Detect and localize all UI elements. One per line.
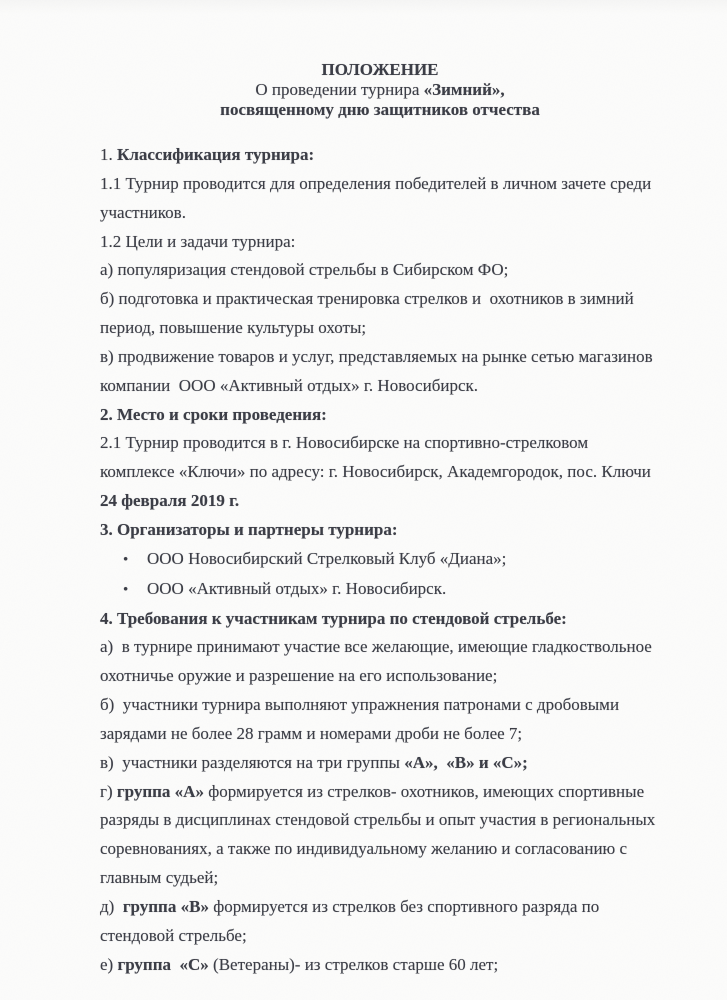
text-segment: б) участники турнира выполняют упражнения патронами с дробовыми: [100, 695, 620, 715]
document-line: [100, 691, 690, 720]
text-segment: в) участники разделяются на три группы: [100, 752, 405, 772]
document-line: [100, 487, 690, 516]
text-segment: б) подготовка и практическая тренировка стрелков и охотников в зимний: [100, 289, 634, 309]
document-line: [100, 458, 690, 487]
text-segment: О проведении турнира: [255, 80, 424, 99]
bold-text-segment: посвященному дню защитников отчества: [220, 100, 540, 119]
document-line: [100, 605, 690, 634]
text-segment: разряды в дисциплинах стендовой стрельбы и опыт участия в региональных: [100, 810, 656, 830]
bullet-icon: •: [123, 581, 129, 598]
text-segment: 1.: [100, 145, 117, 164]
document-line: [100, 372, 690, 401]
text-segment: формируется из стрелков без спортивного разряда по: [208, 896, 600, 916]
text-segment: охотничье оружие и разрешение на его использование;: [100, 666, 498, 686]
document-line: [100, 806, 690, 835]
document-line: [100, 141, 690, 170]
document-line: [100, 778, 690, 807]
document-body: [100, 141, 690, 979]
bold-text-segment: группа «С»: [117, 954, 209, 974]
bold-text-segment: «Зимний»,: [423, 80, 505, 99]
text-segment: компании ООО «Активный отдых» г. Новосибирск.: [100, 375, 478, 395]
bold-text-segment: ПОЛОЖЕНИЕ: [321, 60, 439, 79]
document-line: [100, 749, 690, 778]
bold-text-segment: Классификация турнира:: [117, 145, 315, 164]
text-segment: формируется из стрелков- охотников, имеющих спортивные: [203, 781, 645, 801]
title-line: [100, 80, 660, 100]
bold-text-segment: группа «В»: [122, 896, 209, 916]
document-line: [100, 864, 690, 893]
text-segment: е): [100, 954, 118, 974]
text-segment: 1.2 Цели и задачи турнира:: [100, 231, 296, 251]
text-segment: д): [100, 896, 123, 916]
bold-text-segment: группа «А»: [116, 781, 204, 801]
document-line: [100, 401, 690, 430]
bold-text-segment: 2. Место и сроки проведения:: [100, 404, 327, 424]
document-line: [100, 662, 690, 691]
document-line: [100, 343, 690, 372]
document-line: [100, 951, 690, 980]
document-line: [100, 256, 690, 285]
title-line: [100, 100, 660, 120]
document-title: [100, 60, 660, 120]
document-line: [100, 516, 690, 545]
text-segment: участников.: [100, 202, 186, 222]
text-segment: период, повышение культуры охоты;: [100, 318, 367, 338]
document-line: [100, 429, 690, 458]
bullet-icon: •: [123, 551, 129, 568]
text-segment: (Ветераны)- из стрелков старше 60 лет;: [208, 954, 499, 974]
text-segment: зарядами не более 28 грамм и номерами дроби не более 7;: [100, 723, 523, 743]
text-segment: а) популяризация стендовой стрельбы в Сибирском ФО;: [100, 260, 509, 280]
bold-text-segment: 3. Организаторы и партнеры турнира:: [100, 519, 398, 539]
document-line: [100, 314, 690, 343]
text-segment: главным судьей;: [100, 868, 219, 888]
document-line: [100, 199, 690, 228]
text-segment: 2.1 Турнир проводится в г. Новосибирске на спортивно-стрелковом: [100, 433, 589, 453]
document-line: [100, 633, 690, 662]
document-line: [100, 170, 690, 199]
text-segment: ООО Новосибирский Стрелковый Клуб «Диана»;: [147, 548, 507, 568]
bold-text-segment: 24 февраля 2019 г.: [100, 491, 240, 511]
text-segment: соревнованиях, а также по индивидуальному желанию и согласованию с: [100, 839, 628, 859]
text-segment: г): [100, 781, 117, 801]
document-line: [100, 720, 690, 749]
text-segment: а) в турнире принимают участие все желающие, имеющие гладкоствольное: [100, 637, 652, 657]
text-segment: в) продвижение товаров и услуг, представляемых на рынке сетью магазинов: [100, 346, 653, 366]
text-segment: комплексе «Ключи» по адресу: г. Новосибирск, Академгородок, пос. Ключи: [100, 462, 651, 482]
text-segment: ООО «Активный отдых» г. Новосибирск.: [147, 578, 447, 598]
document-line: [100, 228, 690, 257]
document-line: [100, 922, 690, 951]
document-line: [100, 285, 690, 314]
bold-text-segment: 4. Требования к участникам турнира по стендовой стрельбе:: [100, 608, 567, 628]
bold-text-segment: «А», «В» и «С»;: [404, 752, 528, 772]
text-segment: 1.1 Турнир проводится для определения победителей в личном зачете среди: [100, 173, 652, 193]
document-line: [100, 893, 690, 922]
document-line: [100, 575, 690, 605]
document-line: [100, 545, 690, 575]
document-line: [100, 835, 690, 864]
text-segment: стендовой стрельбе;: [100, 925, 247, 945]
title-line: [100, 60, 660, 80]
